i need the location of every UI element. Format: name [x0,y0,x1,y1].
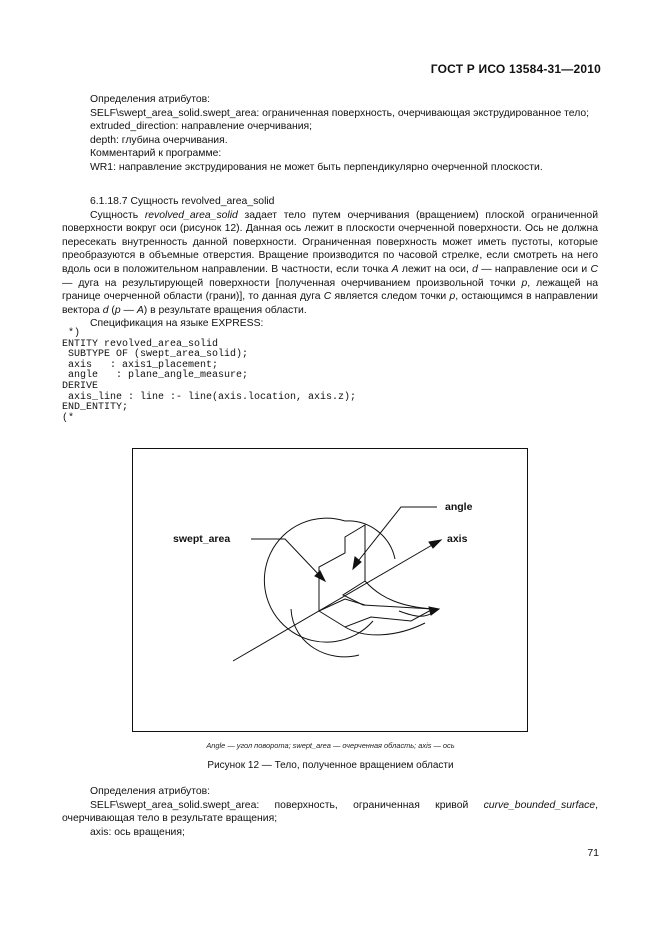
swept-area-leader [251,539,321,577]
angle-leader [355,507,437,565]
outer-arc-top [345,521,395,559]
rule-wr1: WR1: направление экструдирования не может быть перпендикулярно очерченной плоскости. [90,161,543,173]
body-lower-curve [291,609,359,657]
section-heading: 6.1.18.7 Сущность revolved_area_solid [90,196,275,207]
attribute-definitions-title: Определения атрибутов: [90,94,211,105]
attribute-swept-area-2: SELF\swept_area_solid.swept_area: поверхность, ограниченная кривой curve_bounded_surface, очерчивающая тело в результате вращения; [62,799,598,825]
angle-arc [399,611,435,616]
express-spec-label: Спецификация на языке EXPRESS: [90,318,264,330]
axis-arrowhead [429,540,441,548]
swept-area-profile [319,525,433,627]
attribute-depth: depth: глубина очерчивания. [90,134,228,146]
inner-arc [365,581,433,609]
section-revolved-area-solid [62,195,598,331]
lower-arc [345,623,425,635]
attribute-extruded-direction: extruded_direction: направление очерчивания; [90,121,313,133]
label-angle: angle [445,501,473,513]
figure-caption: Рисунок 12 — Тело, полученное вращением области [207,760,454,771]
attribute-definitions-title-2: Определения атрибутов: [90,786,211,797]
profile-edge [319,599,365,611]
figure-12-frame [132,448,528,732]
label-swept-area: swept_area [173,533,231,545]
revolved-solid-diagram [133,449,527,731]
document-header: ГОСТ Р ИСО 13584-31—2010 [430,62,601,76]
attribute-definitions-block-2 [62,785,598,839]
section-paragraph: Сущность revolved_area_solid задает тело путем очерчивания (вращением) плоской ограниченной поверхности вокруг оси (рисунок 12). Данная ось лежит в плоскости очерченной поверхности. Ось не должна пересекать внутренность данной поверхности. Ограниченная поверхность может иметь пустоты, которые преобразуются в объемные отверстия. Вращение производится по часовой стрелке, если смотреть на него вдоль оси в положительном направлении. В частности, если точка A лежит на оси, d — направление оси и C — дуга на результирующей поверхности [полученная очерчиванием произвольной точки p, лежащей на границе очерченной области (грани)], то данная дуга C является следом точки p, остающимся в направлении вектора d (p — A) в результате вращения области. [62,209,598,316]
attribute-swept-area: SELF\swept_area_solid.swept_area: ограниченная поверхность, очерчивающая экструдированное тело; [90,107,590,119]
axis-line [233,541,439,661]
program-comment-title: Комментарий к программе: [90,148,222,160]
attribute-axis: axis: ось вращения; [90,826,185,838]
angle-arrowhead [429,607,439,615]
attribute-definitions-block [62,93,598,175]
label-axis: axis [447,533,468,545]
express-code-block: *) ENTITY revolved_area_solid SUBTYPE OF (swept_area_solid); axis : axis1_placement; angle : plane_angle_measure; DERIVE axis_line : line :- line(axis.location, axis.z); END_ENTITY; (* [62,328,357,424]
page-number: 71 [587,847,599,859]
figure-legend: Angle — угол поворота; swept_area — очерченная область; axis — ось [206,741,455,750]
